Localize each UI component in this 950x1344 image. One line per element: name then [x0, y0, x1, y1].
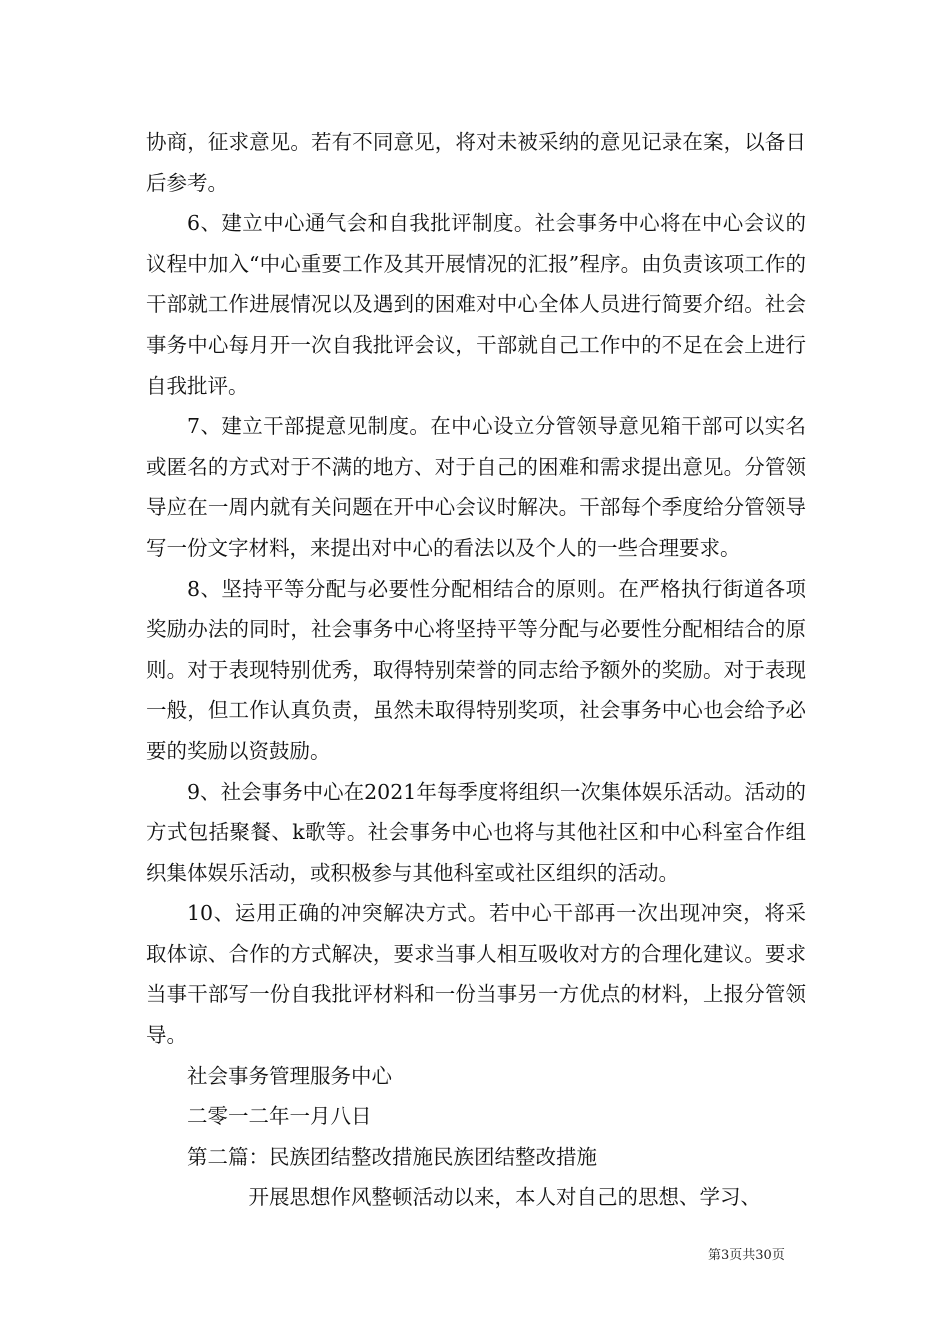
paragraph-item-7: 7、建立干部提意见制度。在中心设立分管领导意见箱干部可以实名或匿名的方式对于不满的地方、对于自己的困难和需求提出意见。分管领导应在一周内就有关问题在开中心会议时解决。干部每个季度给分管领导写一份文字材料，来提出对中心的看法以及个人的一些合理要求。 — [146, 414, 806, 560]
paragraph-item-10: 10、运用正确的冲突解决方式。若中心干部再一次出现冲突，将采取体谅、合作的方式解决，要求当事人相互吸收对方的合理化建议。要求当事干部写一份自我批评材料和一份当事另一方优点的材料，上报分管领导。 — [146, 901, 806, 1048]
document-body — [146, 122, 806, 1218]
signature-organization: 社会事务管理服务中心 — [187, 1063, 392, 1088]
paragraph-item-6: 6、建立中心通气会和自我批评制度。社会事务中心将在中心会议的议程中加入“中心重要工作及其开展情况的汇报”程序。由负责该项工作的干部就工作进展情况以及遇到的困难对中心全体人员进行简要介绍。社会事务中心每月开一次自我批评会议，干部就自己工作中的不足在会上进行自我批评。 — [146, 211, 806, 398]
section-heading: 第二篇：民族团结整改措施民族团结整改措施 — [187, 1144, 597, 1169]
paragraph-item-9: 9、社会事务中心在2021年每季度将组织一次集体娱乐活动。活动的方式包括聚餐、k歌等。社会事务中心也将与其他社区和中心科室合作组织集体娱乐活动，或积极参与其他科室或社区组织的活动。 — [146, 779, 806, 885]
paragraph-continuation: 协商，征求意见。若有不同意见，将对未被采纳的意见记录在案，以备日后参考。 — [146, 130, 806, 195]
signature-date: 二零一二年一月八日 — [187, 1104, 372, 1129]
paragraph-item-8: 8、坚持平等分配与必要性分配相结合的原则。在严格执行街道各项奖励办法的同时，社会事务中心将坚持平等分配与必要性分配相结合的原则。对于表现特别优秀，取得特别荣誉的同志给予额外的奖励。对于表现一般，但工作认真负责，虽然未取得特别奖项，社会事务中心也会给予必要的奖励以资鼓励。 — [146, 576, 806, 763]
page-number: 第3页共30页 — [708, 1248, 785, 1263]
paragraph-intro: 开展思想作风整顿活动以来，本人对自己的思想、学习、 — [248, 1185, 761, 1210]
